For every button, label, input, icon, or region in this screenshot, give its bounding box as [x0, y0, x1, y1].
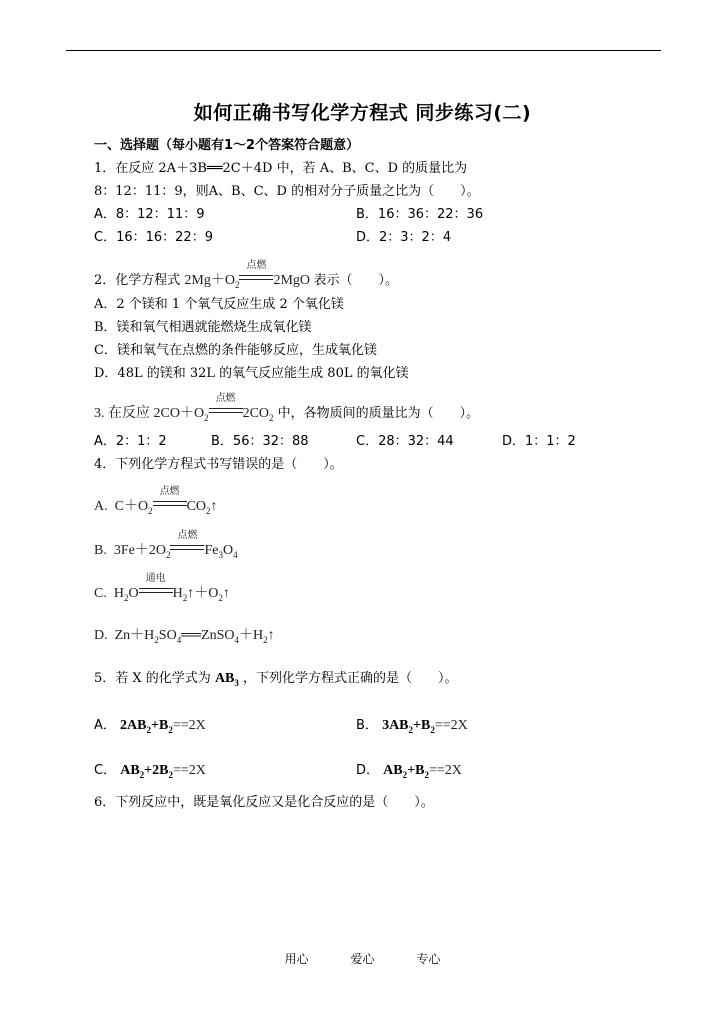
footer-item: 爱心	[350, 952, 375, 966]
header-rule	[66, 50, 661, 51]
q4-option-c: C. $H_2O$ 通电 $H_2↑+O_2↑$	[94, 573, 230, 603]
q5-stem: 5．若 X 的化学式为 $AB_3$ ，下列化学方程式正确的是（ ）。	[94, 671, 458, 688]
q2-equation: $2Mg+O_2$ 点燃 2MgO	[184, 260, 311, 290]
q4-option-d: D. $Zn+H_2SO_4══ZnSO_4+H_2↑$	[94, 628, 275, 645]
page-title: 如何正确书写化学方程式 同步练习(二)	[193, 102, 532, 124]
q6-stem: 6．下列反应中，既是氧化反应又是化合反应的是（ ）。	[94, 795, 434, 810]
q2-option-b: B．镁和氧气相遇就能燃烧生成氧化镁	[94, 320, 312, 335]
q4-option-a: A. $C+O_2$ 点燃 $CO_2↑$	[94, 486, 218, 516]
page-footer	[0, 950, 725, 967]
q1-line1: 1．在反应 2A＋3B══2C＋4D 中，若 A、B、C、D 的质量比为	[94, 161, 468, 176]
q1-option-d: D．2：3：2：4	[356, 230, 452, 245]
q2-option-d: D．48L 的镁和 32L 的氧气反应能生成 80L 的氧化镁	[94, 366, 409, 381]
q5-option-d: D． $AB_2+B_2==2X$	[356, 763, 462, 780]
q2-option-c: C．镁和氧气在点燃的条件能够反应，生成氧化镁	[94, 343, 377, 358]
q5-option-c: C． $AB_2+2B_2==2X$	[94, 763, 206, 780]
q3-option-c: C．28：32：44	[356, 434, 454, 449]
q2-suffix: 表示（ ）。	[313, 273, 399, 288]
q1-option-a: A．8：12：11：9	[94, 207, 205, 222]
footer-item: 用心	[284, 952, 309, 966]
q5-formula: $AB_3$	[214, 671, 239, 688]
section-heading: 一、选择题（每小题有1～2个答案符合题意）	[94, 138, 360, 153]
q2-stem	[94, 260, 399, 294]
footer-item: 专心	[416, 952, 441, 966]
q3-option-d: D．1：1：2	[502, 434, 576, 449]
q2-prefix: 2．化学方程式	[94, 273, 181, 288]
q3-option-b: B．56：32：88	[211, 434, 309, 449]
q1-option-b: B．16：36：22：36	[356, 207, 484, 222]
q1-option-c: C．16：16：22：9	[94, 230, 213, 245]
q3-stem: 3. 在反应 $2CO+O_2$ 点燃 $2CO_2$ 中，各物质间的质量比为（ ）。	[94, 393, 480, 423]
q4-stem: 4．下列化学方程式书写错误的是（ ）。	[94, 457, 343, 472]
q5-option-b: B． $3AB_2+B_2==2X$	[356, 718, 468, 735]
q5-option-a: A． $2AB_2+B_2==2X$	[94, 718, 206, 735]
q3-option-a: A．2：1：2	[94, 434, 167, 449]
q4-option-b: B. $3Fe+2O_2$ 点燃 $Fe_3O_4$	[94, 530, 238, 560]
q1-line2: 8：12：11：9，则A、B、C、D 的相对分子质量之比为（ ）。	[94, 184, 480, 199]
q2-option-a: A．2 个镁和 1 个氧气反应生成 2 个氧化镁	[94, 297, 344, 312]
